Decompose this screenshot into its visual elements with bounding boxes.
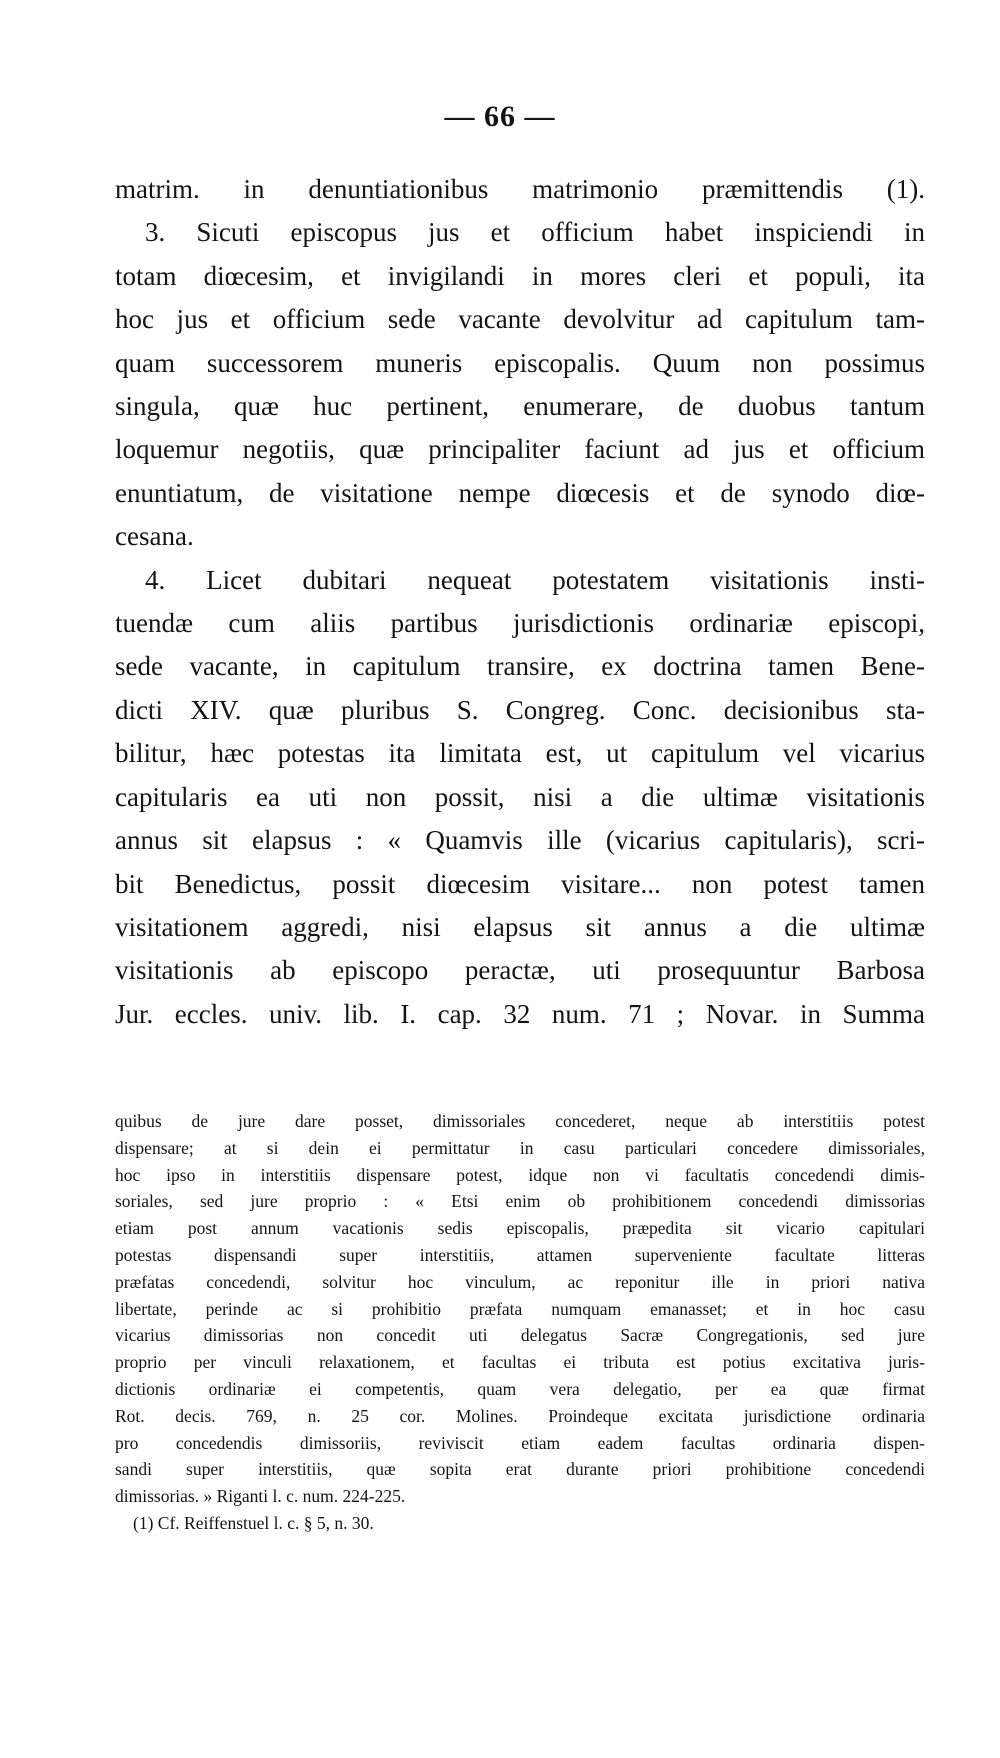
footnote-line: dictionis ordinariæ ei competentis, quam vera delegatio, per ea quæ firmat (115, 1378, 925, 1399)
footnote-line: sandi super interstitiis, quæ sopita erat durante priori prohibitione concedendi (115, 1459, 925, 1480)
text-line: singula, quæ huc pertinent, enumerare, de duobus tantum (115, 391, 925, 422)
text-line: enuntiatum, de visitatione nempe diœcesis et de synodo diœ- (115, 477, 925, 508)
text-line: totam diœcesim, et invigilandi in mores cleri et populi, ita (115, 260, 925, 291)
main-text-body (115, 168, 925, 1036)
text-line: visitationem aggredi, nisi elapsus sit annus a die ultimæ (115, 911, 925, 942)
text-line: Jur. eccles. univ. lib. I. cap. 32 num. 71 ; Novar. in Summa (115, 998, 925, 1029)
text-line: loquemur negotiis, quæ principaliter faciunt ad jus et officium (115, 434, 925, 465)
text-line: 4. Licet dubitari nequeat potestatem visitationis insti- (145, 564, 925, 595)
text-line: dicti XIV. quæ pluribus S. Congreg. Conc. decisionibus sta- (115, 694, 925, 725)
footnote-line: soriales, sed jure proprio : « Etsi enim ob prohibitionem concedendi dimissorias (115, 1191, 925, 1212)
footnote-line: libertate, perinde ac si prohibitio præfata numquam emanasset; et in hoc casu (115, 1298, 925, 1319)
text-line: sede vacante, in capitulum transire, ex doctrina tamen Bene- (115, 651, 925, 682)
footnote-line: potestas dispensandi super interstitiis, attamen superveniente facultate litteras (115, 1244, 925, 1265)
footnote-1: (1) Cf. Reiffenstuel l. c. § 5, n. 30. (133, 1512, 374, 1533)
text-line: annus sit elapsus : « Quamvis ille (vicarius capitularis), scri- (115, 825, 925, 856)
footnote-line: proprio per vinculi relaxationem, et facultas ei tributa est potius excitativa juris- (115, 1352, 925, 1373)
text-line: bit Benedictus, possit diœcesim visitare... non potest tamen (115, 868, 925, 899)
text-line: tuendæ cum aliis partibus jurisdictionis ordinariæ episcopi, (115, 608, 925, 639)
page-number: — 66 — (444, 100, 556, 133)
text-line: hoc jus et officium sede vacante devolvitur ad capitulum tam- (115, 304, 925, 335)
footnotes (115, 1108, 925, 1537)
footnote-line: quibus de jure dare posset, dimissoriales concederet, neque ab interstitiis potest (115, 1111, 925, 1131)
text-line: cesana. (115, 521, 194, 552)
text-line: matrim. in denuntiationibus matrimonio præmittendis (1). (115, 174, 925, 204)
footnote-line: Rot. decis. 769, n. 25 cor. Molines. Proindeque excitata jurisdictione ordinaria (115, 1405, 925, 1426)
footnote-line: hoc ipso in interstitiis dispensare potest, idque non vi facultatis concedendi dimis- (115, 1164, 925, 1185)
footnote-line: etiam post annum vacationis sedis episcopalis, præpedita sit vicario capitulari (115, 1218, 925, 1239)
text-line: visitationis ab episcopo peractæ, uti prosequuntur Barbosa (115, 955, 925, 986)
text-line: 3. Sicuti episcopus jus et officium habet inspiciendi in (145, 217, 925, 248)
text-line: quam successorem muneris episcopalis. Quum non possimus (115, 347, 925, 378)
footnote-line: dimissorias. » Riganti l. c. num. 224-225. (115, 1486, 406, 1507)
text-line: bilitur, hæc potestas ita limitata est, ut capitulum vel vicarius (115, 738, 925, 769)
footnote-line: pro concedendis dimissoriis, reviviscit etiam eadem facultas ordinaria dispen- (115, 1432, 925, 1453)
footnote-line: dispensare; at si dein ei permittatur in casu particulari concedere dimissoriales, (115, 1137, 925, 1158)
footnote-line: præfatas concedendi, solvitur hoc vinculum, ac reponitur ille in priori nativa (115, 1271, 925, 1292)
footnote-line: vicarius dimissorias non concedit uti delegatus Sacræ Congregationis, sed jure (115, 1325, 925, 1346)
text-line: capitularis ea uti non possit, nisi a die ultimæ visitationis (115, 781, 925, 812)
